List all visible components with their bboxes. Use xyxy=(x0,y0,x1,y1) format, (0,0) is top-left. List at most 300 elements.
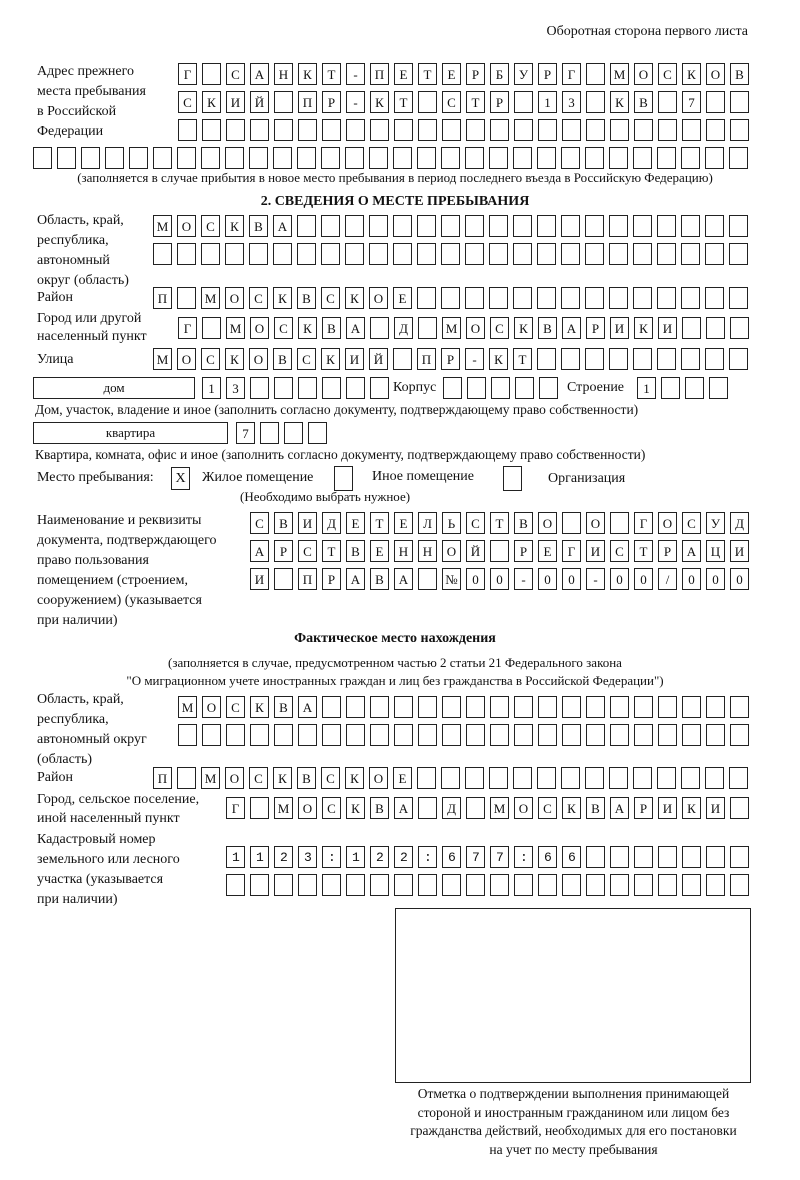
char-cell[interactable]: - xyxy=(346,91,365,113)
char-cell[interactable] xyxy=(705,348,724,370)
char-cell[interactable]: С xyxy=(201,348,220,370)
char-cell[interactable]: П xyxy=(298,91,317,113)
char-cell[interactable]: Г xyxy=(634,512,653,534)
char-cell[interactable]: - xyxy=(586,568,605,590)
building-row[interactable] xyxy=(443,377,558,399)
char-cell[interactable]: Д xyxy=(394,317,413,339)
char-cell[interactable] xyxy=(298,724,317,746)
char-cell[interactable] xyxy=(369,147,388,169)
char-cell[interactable] xyxy=(730,317,749,339)
char-cell[interactable] xyxy=(658,91,677,113)
char-cell[interactable] xyxy=(466,874,485,896)
char-cell[interactable]: С xyxy=(201,215,220,237)
char-cell[interactable] xyxy=(633,243,652,265)
char-cell[interactable] xyxy=(322,377,341,399)
char-cell[interactable]: - xyxy=(346,63,365,85)
char-cell[interactable] xyxy=(322,874,341,896)
char-cell[interactable] xyxy=(465,287,484,309)
char-cell[interactable]: О xyxy=(202,696,221,718)
char-cell[interactable]: 0 xyxy=(730,568,749,590)
char-cell[interactable] xyxy=(417,215,436,237)
cadastre-row-2[interactable] xyxy=(226,874,749,896)
char-cell[interactable]: О xyxy=(538,512,557,534)
char-cell[interactable]: К xyxy=(225,215,244,237)
char-cell[interactable]: И xyxy=(730,540,749,562)
char-cell[interactable] xyxy=(562,512,581,534)
char-cell[interactable] xyxy=(514,874,533,896)
char-cell[interactable] xyxy=(609,215,628,237)
char-cell[interactable] xyxy=(393,243,412,265)
char-cell[interactable] xyxy=(658,119,677,141)
char-cell[interactable] xyxy=(514,696,533,718)
char-cell[interactable] xyxy=(202,119,221,141)
char-cell[interactable]: Е xyxy=(442,63,461,85)
char-cell[interactable] xyxy=(489,243,508,265)
char-cell[interactable] xyxy=(562,724,581,746)
char-cell[interactable] xyxy=(345,147,364,169)
char-cell[interactable] xyxy=(177,243,196,265)
char-cell[interactable] xyxy=(297,243,316,265)
char-cell[interactable]: А xyxy=(250,540,269,562)
char-cell[interactable] xyxy=(682,696,701,718)
char-cell[interactable] xyxy=(609,287,628,309)
prev-address-row-1[interactable] xyxy=(178,63,749,85)
char-cell[interactable] xyxy=(298,377,317,399)
char-cell[interactable]: Л xyxy=(418,512,437,534)
char-cell[interactable] xyxy=(393,215,412,237)
char-cell[interactable]: 3 xyxy=(226,377,245,399)
char-cell[interactable]: М xyxy=(153,215,172,237)
char-cell[interactable]: К xyxy=(610,91,629,113)
region-row-1[interactable] xyxy=(153,215,748,237)
char-cell[interactable] xyxy=(681,287,700,309)
char-cell[interactable] xyxy=(298,874,317,896)
char-cell[interactable]: А xyxy=(273,215,292,237)
char-cell[interactable] xyxy=(561,243,580,265)
char-cell[interactable] xyxy=(586,724,605,746)
char-cell[interactable] xyxy=(538,724,557,746)
char-cell[interactable]: М xyxy=(153,348,172,370)
char-cell[interactable] xyxy=(274,119,293,141)
char-cell[interactable] xyxy=(657,215,676,237)
char-cell[interactable] xyxy=(730,696,749,718)
char-cell[interactable]: П xyxy=(153,767,172,789)
char-cell[interactable] xyxy=(730,797,749,819)
char-cell[interactable]: О xyxy=(442,540,461,562)
char-cell[interactable] xyxy=(561,287,580,309)
char-cell[interactable] xyxy=(177,287,196,309)
char-cell[interactable] xyxy=(657,147,676,169)
char-cell[interactable] xyxy=(537,287,556,309)
char-cell[interactable] xyxy=(729,147,748,169)
char-cell[interactable] xyxy=(658,846,677,868)
char-cell[interactable] xyxy=(513,243,532,265)
stay-option-organization-checkbox[interactable] xyxy=(503,466,522,491)
char-cell[interactable]: Р xyxy=(538,63,557,85)
char-cell[interactable] xyxy=(633,767,652,789)
char-cell[interactable]: С xyxy=(466,512,485,534)
char-cell[interactable]: 1 xyxy=(637,377,656,399)
char-cell[interactable]: Й xyxy=(250,91,269,113)
char-cell[interactable] xyxy=(202,63,221,85)
char-cell[interactable]: К xyxy=(273,287,292,309)
char-cell[interactable]: С xyxy=(538,797,557,819)
char-cell[interactable] xyxy=(274,568,293,590)
char-cell[interactable]: Т xyxy=(466,91,485,113)
char-cell[interactable]: С xyxy=(178,91,197,113)
char-cell[interactable] xyxy=(177,767,196,789)
char-cell[interactable] xyxy=(201,147,220,169)
doc-row-3[interactable] xyxy=(250,568,749,590)
char-cell[interactable] xyxy=(370,119,389,141)
house-number-row[interactable] xyxy=(202,377,389,399)
char-cell[interactable]: Н xyxy=(394,540,413,562)
char-cell[interactable] xyxy=(250,797,269,819)
char-cell[interactable]: В xyxy=(514,512,533,534)
char-cell[interactable]: К xyxy=(298,63,317,85)
char-cell[interactable] xyxy=(658,696,677,718)
char-cell[interactable] xyxy=(586,119,605,141)
char-cell[interactable] xyxy=(729,287,748,309)
char-cell[interactable]: С xyxy=(322,797,341,819)
char-cell[interactable] xyxy=(634,724,653,746)
char-cell[interactable]: К xyxy=(298,317,317,339)
char-cell[interactable]: Г xyxy=(178,63,197,85)
char-cell[interactable]: О xyxy=(706,63,725,85)
char-cell[interactable]: В xyxy=(370,568,389,590)
char-cell[interactable]: Г xyxy=(178,317,197,339)
char-cell[interactable] xyxy=(730,874,749,896)
char-cell[interactable] xyxy=(418,317,437,339)
char-cell[interactable]: И xyxy=(658,317,677,339)
char-cell[interactable]: С xyxy=(321,287,340,309)
char-cell[interactable] xyxy=(681,348,700,370)
char-cell[interactable] xyxy=(610,846,629,868)
char-cell[interactable] xyxy=(537,147,556,169)
char-cell[interactable] xyxy=(178,724,197,746)
char-cell[interactable]: Р xyxy=(441,348,460,370)
char-cell[interactable] xyxy=(729,348,748,370)
char-cell[interactable] xyxy=(346,119,365,141)
char-cell[interactable] xyxy=(250,377,269,399)
char-cell[interactable] xyxy=(417,147,436,169)
char-cell[interactable]: 0 xyxy=(706,568,725,590)
char-cell[interactable] xyxy=(513,767,532,789)
char-cell[interactable] xyxy=(609,147,628,169)
char-cell[interactable]: К xyxy=(225,348,244,370)
char-cell[interactable]: / xyxy=(658,568,677,590)
char-cell[interactable]: Д xyxy=(322,512,341,534)
char-cell[interactable]: Е xyxy=(370,540,389,562)
char-cell[interactable] xyxy=(661,377,680,399)
char-cell[interactable]: Р xyxy=(322,568,341,590)
char-cell[interactable]: - xyxy=(465,348,484,370)
char-cell[interactable]: М xyxy=(490,797,509,819)
char-cell[interactable] xyxy=(706,91,725,113)
char-cell[interactable]: Е xyxy=(394,63,413,85)
char-cell[interactable] xyxy=(393,348,412,370)
char-cell[interactable] xyxy=(585,215,604,237)
char-cell[interactable] xyxy=(346,724,365,746)
char-cell[interactable] xyxy=(633,287,652,309)
doc-row-1[interactable] xyxy=(250,512,749,534)
char-cell[interactable] xyxy=(682,119,701,141)
char-cell[interactable] xyxy=(273,243,292,265)
char-cell[interactable] xyxy=(250,874,269,896)
char-cell[interactable]: 0 xyxy=(562,568,581,590)
char-cell[interactable]: К xyxy=(562,797,581,819)
char-cell[interactable] xyxy=(634,119,653,141)
char-cell[interactable] xyxy=(633,147,652,169)
char-cell[interactable] xyxy=(730,724,749,746)
actual-city-row[interactable] xyxy=(226,797,749,819)
char-cell[interactable] xyxy=(609,243,628,265)
char-cell[interactable] xyxy=(682,317,701,339)
char-cell[interactable]: О xyxy=(369,767,388,789)
char-cell[interactable] xyxy=(729,767,748,789)
char-cell[interactable] xyxy=(226,874,245,896)
char-cell[interactable]: В xyxy=(249,215,268,237)
char-cell[interactable] xyxy=(729,243,748,265)
char-cell[interactable] xyxy=(682,874,701,896)
char-cell[interactable] xyxy=(538,874,557,896)
char-cell[interactable] xyxy=(537,348,556,370)
char-cell[interactable] xyxy=(586,874,605,896)
char-cell[interactable] xyxy=(129,147,148,169)
char-cell[interactable]: Б xyxy=(490,63,509,85)
char-cell[interactable]: О xyxy=(634,63,653,85)
char-cell[interactable]: А xyxy=(682,540,701,562)
char-cell[interactable] xyxy=(706,874,725,896)
char-cell[interactable] xyxy=(284,422,303,444)
char-cell[interactable] xyxy=(585,243,604,265)
char-cell[interactable]: В xyxy=(274,512,293,534)
char-cell[interactable]: Е xyxy=(538,540,557,562)
char-cell[interactable] xyxy=(705,287,724,309)
char-cell[interactable] xyxy=(705,767,724,789)
char-cell[interactable]: 0 xyxy=(490,568,509,590)
char-cell[interactable]: О xyxy=(177,348,196,370)
char-cell[interactable] xyxy=(250,724,269,746)
char-cell[interactable]: О xyxy=(369,287,388,309)
char-cell[interactable] xyxy=(443,377,462,399)
char-cell[interactable]: В xyxy=(586,797,605,819)
char-cell[interactable] xyxy=(514,119,533,141)
char-cell[interactable]: 0 xyxy=(682,568,701,590)
char-cell[interactable]: О xyxy=(250,317,269,339)
prev-address-row-3[interactable] xyxy=(178,119,749,141)
char-cell[interactable] xyxy=(466,696,485,718)
char-cell[interactable] xyxy=(490,874,509,896)
char-cell[interactable]: А xyxy=(610,797,629,819)
char-cell[interactable] xyxy=(586,91,605,113)
char-cell[interactable]: Р xyxy=(274,540,293,562)
char-cell[interactable]: И xyxy=(610,317,629,339)
char-cell[interactable]: П xyxy=(298,568,317,590)
char-cell[interactable] xyxy=(610,874,629,896)
char-cell[interactable] xyxy=(609,348,628,370)
char-cell[interactable] xyxy=(418,696,437,718)
char-cell[interactable] xyxy=(441,147,460,169)
char-cell[interactable]: И xyxy=(706,797,725,819)
char-cell[interactable] xyxy=(585,767,604,789)
char-cell[interactable] xyxy=(705,243,724,265)
char-cell[interactable]: М xyxy=(610,63,629,85)
char-cell[interactable] xyxy=(369,243,388,265)
char-cell[interactable] xyxy=(609,767,628,789)
char-cell[interactable] xyxy=(394,696,413,718)
char-cell[interactable] xyxy=(706,846,725,868)
char-cell[interactable] xyxy=(226,119,245,141)
char-cell[interactable] xyxy=(345,215,364,237)
char-cell[interactable] xyxy=(513,215,532,237)
char-cell[interactable] xyxy=(274,874,293,896)
char-cell[interactable] xyxy=(685,377,704,399)
char-cell[interactable]: А xyxy=(394,797,413,819)
char-cell[interactable] xyxy=(513,147,532,169)
char-cell[interactable] xyxy=(561,215,580,237)
char-cell[interactable]: 0 xyxy=(538,568,557,590)
char-cell[interactable] xyxy=(465,767,484,789)
char-cell[interactable]: С xyxy=(250,512,269,534)
char-cell[interactable] xyxy=(681,243,700,265)
char-cell[interactable]: К xyxy=(682,797,701,819)
char-cell[interactable] xyxy=(489,215,508,237)
char-cell[interactable]: Р xyxy=(586,317,605,339)
char-cell[interactable] xyxy=(393,147,412,169)
char-cell[interactable] xyxy=(394,119,413,141)
char-cell[interactable] xyxy=(273,147,292,169)
char-cell[interactable] xyxy=(537,215,556,237)
prev-address-row-4[interactable] xyxy=(33,147,748,169)
char-cell[interactable]: М xyxy=(274,797,293,819)
char-cell[interactable]: О xyxy=(225,287,244,309)
house-type-field[interactable]: дом xyxy=(33,377,195,399)
char-cell[interactable]: Т xyxy=(418,63,437,85)
char-cell[interactable] xyxy=(705,147,724,169)
char-cell[interactable]: 1 xyxy=(202,377,221,399)
char-cell[interactable]: Ь xyxy=(442,512,461,534)
char-cell[interactable]: А xyxy=(298,696,317,718)
char-cell[interactable]: С xyxy=(249,767,268,789)
char-cell[interactable] xyxy=(562,119,581,141)
char-cell[interactable]: С xyxy=(297,348,316,370)
char-cell[interactable] xyxy=(297,215,316,237)
char-cell[interactable] xyxy=(418,797,437,819)
char-cell[interactable]: И xyxy=(345,348,364,370)
char-cell[interactable]: Т xyxy=(394,91,413,113)
char-cell[interactable]: И xyxy=(226,91,245,113)
char-cell[interactable]: Т xyxy=(490,512,509,534)
char-cell[interactable] xyxy=(466,797,485,819)
char-cell[interactable]: Й xyxy=(466,540,485,562)
char-cell[interactable] xyxy=(441,215,460,237)
char-cell[interactable] xyxy=(201,243,220,265)
char-cell[interactable] xyxy=(346,696,365,718)
char-cell[interactable] xyxy=(586,696,605,718)
char-cell[interactable] xyxy=(418,724,437,746)
char-cell[interactable]: У xyxy=(514,63,533,85)
char-cell[interactable]: И xyxy=(658,797,677,819)
char-cell[interactable] xyxy=(489,767,508,789)
char-cell[interactable] xyxy=(562,696,581,718)
char-cell[interactable] xyxy=(682,724,701,746)
char-cell[interactable]: С xyxy=(226,696,245,718)
char-cell[interactable]: А xyxy=(346,568,365,590)
char-cell[interactable] xyxy=(308,422,327,444)
char-cell[interactable] xyxy=(657,767,676,789)
actual-district-row[interactable] xyxy=(153,767,748,789)
char-cell[interactable] xyxy=(153,147,172,169)
char-cell[interactable]: И xyxy=(250,568,269,590)
char-cell[interactable]: Е xyxy=(393,767,412,789)
char-cell[interactable] xyxy=(369,215,388,237)
doc-row-2[interactable] xyxy=(250,540,749,562)
street-row[interactable] xyxy=(153,348,748,370)
char-cell[interactable] xyxy=(681,147,700,169)
char-cell[interactable] xyxy=(730,846,749,868)
char-cell[interactable] xyxy=(442,119,461,141)
char-cell[interactable] xyxy=(225,147,244,169)
char-cell[interactable]: М xyxy=(178,696,197,718)
char-cell[interactable] xyxy=(346,377,365,399)
char-cell[interactable]: И xyxy=(586,540,605,562)
char-cell[interactable]: К xyxy=(370,91,389,113)
char-cell[interactable] xyxy=(490,696,509,718)
char-cell[interactable] xyxy=(33,147,52,169)
char-cell[interactable] xyxy=(657,287,676,309)
char-cell[interactable]: Д xyxy=(442,797,461,819)
region-row-2[interactable] xyxy=(153,243,748,265)
char-cell[interactable]: Р xyxy=(634,797,653,819)
char-cell[interactable] xyxy=(538,119,557,141)
char-cell[interactable] xyxy=(177,147,196,169)
char-cell[interactable] xyxy=(585,348,604,370)
char-cell[interactable]: Й xyxy=(369,348,388,370)
char-cell[interactable] xyxy=(322,119,341,141)
char-cell[interactable] xyxy=(370,696,389,718)
char-cell[interactable]: К xyxy=(682,63,701,85)
char-cell[interactable] xyxy=(537,243,556,265)
district-row[interactable] xyxy=(153,287,748,309)
char-cell[interactable] xyxy=(394,724,413,746)
char-cell[interactable]: С xyxy=(321,767,340,789)
char-cell[interactable] xyxy=(585,147,604,169)
char-cell[interactable]: Д xyxy=(730,512,749,534)
char-cell[interactable] xyxy=(249,147,268,169)
char-cell[interactable]: Т xyxy=(634,540,653,562)
char-cell[interactable] xyxy=(178,119,197,141)
char-cell[interactable]: С xyxy=(682,512,701,534)
char-cell[interactable] xyxy=(681,767,700,789)
char-cell[interactable]: Р xyxy=(322,91,341,113)
char-cell[interactable] xyxy=(466,119,485,141)
char-cell[interactable] xyxy=(441,767,460,789)
char-cell[interactable]: Ц xyxy=(706,540,725,562)
char-cell[interactable]: В xyxy=(370,797,389,819)
char-cell[interactable] xyxy=(633,348,652,370)
char-cell[interactable] xyxy=(561,767,580,789)
char-cell[interactable] xyxy=(634,874,653,896)
char-cell[interactable]: О xyxy=(298,797,317,819)
char-cell[interactable] xyxy=(321,243,340,265)
char-cell[interactable]: С xyxy=(442,91,461,113)
char-cell[interactable] xyxy=(610,119,629,141)
char-cell[interactable]: В xyxy=(274,696,293,718)
char-cell[interactable]: О xyxy=(586,512,605,534)
char-cell[interactable] xyxy=(442,696,461,718)
char-cell[interactable] xyxy=(539,377,558,399)
